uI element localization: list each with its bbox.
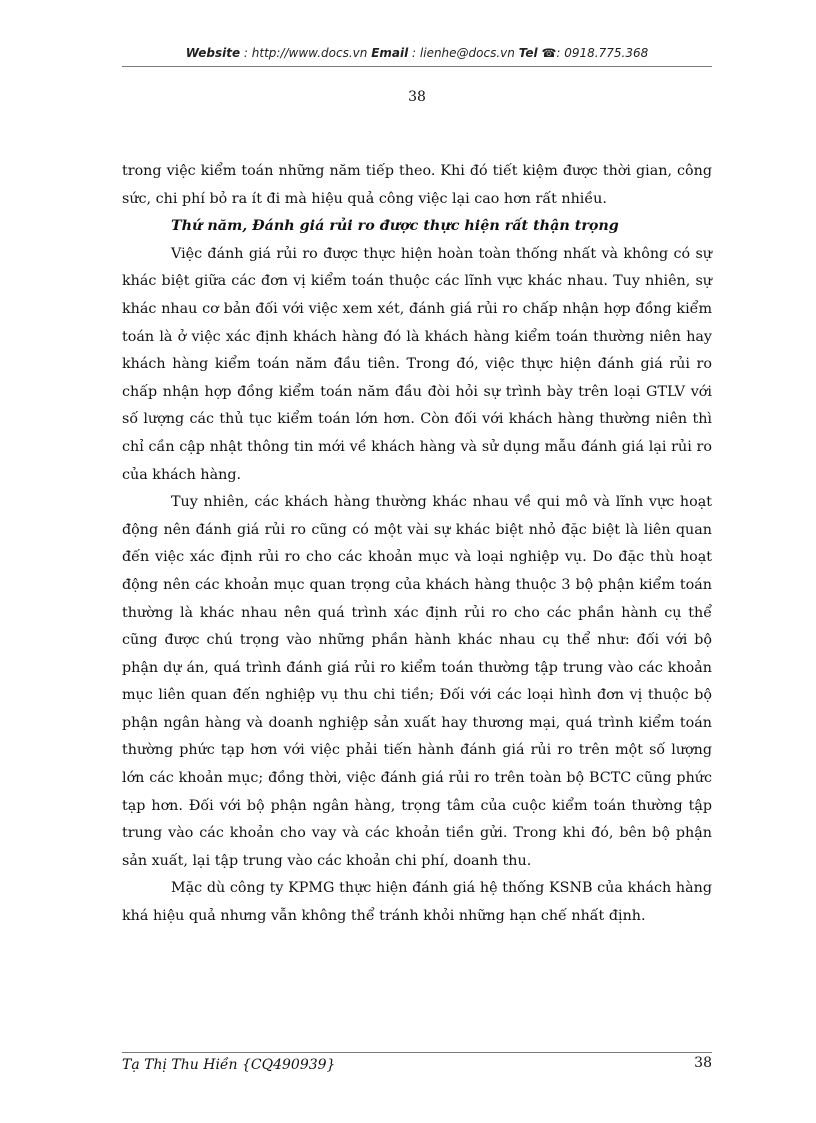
footer-divider [122,1052,712,1053]
paragraph-client-differences: Tuy nhiên, các khách hàng thường khác nhau về qui mô và lĩnh vực hoạt động nên đánh giá rủi ro cũng có một vài sự khác biệt nhỏ đặc biệt là liên quan đến việc xác định rủi ro cho các khoản mục và loại nghiệp vụ. Do đặc thù hoạt động nên các khoản mục quan trọng của khách hàng thuộc 3 bộ phận kiểm toán thường là khác nhau nên quá trình xác định rủi ro cho các phần hành cụ thể cũng được chú trọng vào những phần hành khác nhau cụ thể như: đối với bộ phận dự án, quá trình đánh giá rủi ro kiểm toán thường tập trung vào các khoản mục liên quan đến nghiệp vụ thu chi tiền; Đối với các loại hình đơn vị thuộc bộ phận ngân hàng và doanh nghiệp sản xuất hay thương mại, quá trình kiểm toán thường phức tạp hơn với việc phải tiến hành đánh giá rủi ro trên một số lượng lớn các khoản mục; đồng thời, việc đánh giá rủi ro trên toàn bộ BCTC cũng phức tạp hơn. Đối với bộ phận ngân hàng, trọng tâm của cuộc kiểm toán thường tập trung vào các khoản cho vay và các khoản tiền gửi. Trong khi đó, bên bộ phận sản xuất, lại tập trung vào các khoản chi phí, doanh thu. [122,494,712,869]
tel-value: : 0918.775.368 [556,46,649,60]
email-label: Email [371,46,409,60]
paragraph-conclusion: Mặc dù công ty KPMG thực hiện đánh giá hệ thống KSNB của khách hàng khá hiệu quả nhưng vẫn không thể tránh khỏi những hạn chế nhất định. [122,880,712,925]
header-divider [122,66,712,67]
tel-label: Tel [518,46,538,60]
page-header [122,46,712,60]
top-page-number: 38 [408,89,426,105]
footer-author: Tạ Thị Thu Hiền {CQ490939} [122,1057,336,1073]
section-heading: Thứ năm, Đánh giá rủi ro được thực hiện rất thận trọng [171,218,619,235]
paragraph-continuation: trong việc kiểm toán những năm tiếp theo. Khi đó tiết kiệm được thời gian, công sức, chi phí bỏ ra ít đi mà hiệu quả công việc lại cao hơn rất nhiều. [122,163,712,207]
website-value: : http://www.docs.vn [243,46,368,60]
website-label: Website [185,46,241,60]
phone-icon: ☎ [541,46,557,60]
body-text [122,158,712,931]
email-value: : lienhe@docs.vn [412,46,515,60]
footer-page-number: 38 [694,1055,712,1071]
paragraph-risk-assessment: Việc đánh giá rủi ro được thực hiện hoàn toàn thống nhất và không có sự khác biệt giữa các đơn vị kiểm toán thuộc các lĩnh vực khác nhau. Tuy nhiên, sự khác nhau cơ bản đối với việc xem xét, đánh giá rủi ro chấp nhận hợp đồng kiểm toán là ở việc xác định khách hàng đó là khách hàng kiểm toán thường niên hay khách hàng kiểm toán năm đầu tiên. Trong đó, việc thực hiện đánh giá rủi ro chấp nhận hợp đồng kiểm toán năm đầu đòi hỏi sự trình bày trên loại GTLV với số lượng các thủ tục kiểm toán lớn hơn. Còn đối với khách hàng thường niên thì chỉ cần cập nhật thông tin mới về khách hàng và sử dụng mẫu đánh giá lại rủi ro của khách hàng. [122,245,712,483]
